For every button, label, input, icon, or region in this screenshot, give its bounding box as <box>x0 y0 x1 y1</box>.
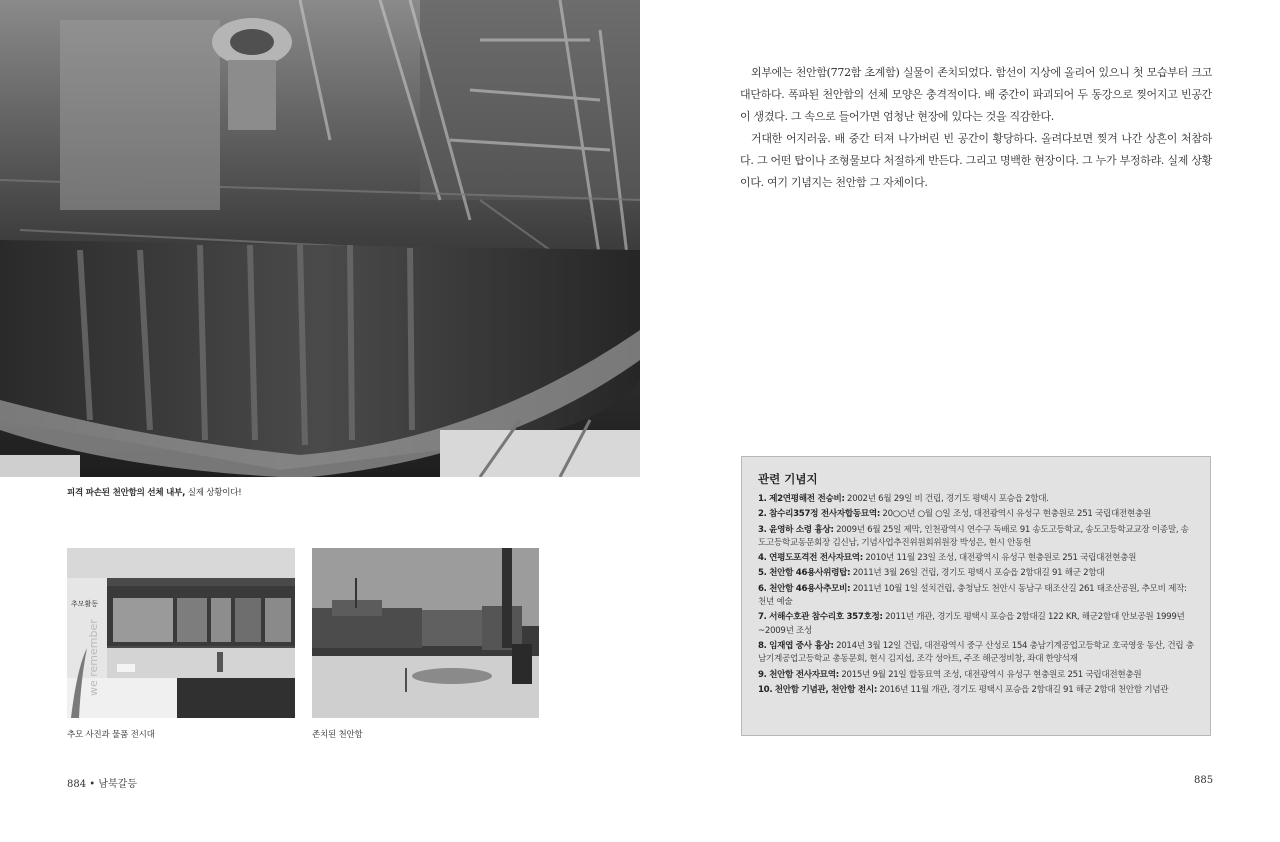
memorial-item: 1. 제2연평해전 전승비: 2002년 6월 29일 비 건립, 경기도 평택시 포승읍 2함대. <box>758 494 1049 504</box>
main-photo-caption-rest: 실제 상황이다! <box>185 488 242 498</box>
main-photo-caption <box>67 486 242 498</box>
exhibit-wall-text: we remember <box>87 619 100 696</box>
memorial-item: 6. 천안함 46용사추모비: 2011년 10월 1일 설치건립, 충청남도 천안시 동남구 태조산길 261 태조산공원, 추모비 제작: 천년 예술 <box>758 583 1187 608</box>
memorial-item: 10. 천안함 기념관, 천안함 전시: 2016년 11월 개관, 경기도 평택시 포승읍 2함대길 91 해군 2함대 천안함 기념관 <box>758 684 1169 695</box>
ship-photo-caption: 존치된 천안함 <box>312 730 363 740</box>
main-photo-caption-bold: 피격 파손된 천안함의 선체 내부, <box>67 488 186 498</box>
memorial-item: 4. 연평도포격전 전사자묘역: 2010년 11월 23일 조성, 대전광역시 유성구 현충원로 251 국립대전현충원 <box>758 553 1137 564</box>
preserved-ship-photo <box>312 548 539 718</box>
memorial-item: 9. 천안함 전사자묘역: 2015년 9월 21일 합동묘역 조성, 대전광역시 유성구 현충원로 251 국립대전현충원 <box>758 669 1142 680</box>
body-text <box>740 62 1212 194</box>
body-paragraph-1: 외부에는 천안함(772함 초계함) 실물이 존치되었다. 함선이 지상에 올리어 있으니 첫 모습부터 크고 대단하다. 폭파된 천안함의 선체 모양은 충격적이다. 배 중간이 파괴되어 두 동강으로 찢어지고 빈공간이 생겼다. 그 속으로 들어가면 엄청난 현장에 있다는 것을 직감한다. <box>740 66 1212 123</box>
body-paragraph-2: 거대한 어지러움. 배 중간 터져 나가버린 빈 공간이 황당하다. 올려다보면 찢겨 나간 상흔이 처참하다. 그 어떤 탑이나 조형물보다 처절하게 반든다. 그리고 명백한 현장이다. 그 누가 부정하랴. 실제 상황이다. 여기 기념지는 천안함 그 자체이다. <box>740 132 1212 189</box>
left-page-folio: 884 • 남북갈등 <box>67 779 137 790</box>
right-page-folio: 885 <box>1194 775 1214 786</box>
memorial-item: 2. 참수리357정 전사자합동묘역: 20○○년 ○월 ○일 조성, 대전광역시 유성구 현충원로 251 국립대전현충원 <box>758 509 1151 520</box>
memorial-box-title: 관련 기념지 <box>758 472 818 486</box>
exhibit-photo-caption: 추모 사진과 물품 전시대 <box>67 730 155 740</box>
memorial-item: 3. 윤영하 소령 흉상: 2009년 6월 25일 제막, 인천광역시 연수구 독배로 91 송도고등학교, 송도고등학교교장 이종말, 송도고등학교동문회장 김신남, 기념사업추진위원회위원장 박성은, 현시 안동헌 <box>758 524 1189 548</box>
exhibit-sign-text: 추모활동 <box>71 600 99 608</box>
related-memorials-box <box>741 456 1211 736</box>
memorial-item: 8. 임재엽 중사 흉상: 2014년 3월 12일 건립, 대전광역시 중구 산성로 154 충남기계공업고등학교 호국영웅 동산, 건립 충남기계공업고등학교 총동문회, 현시 김지섭, 조각 성아트, 주조 해군정비창, 좌대 한양석재 <box>758 640 1194 665</box>
ship-wreck-interior-photo <box>0 0 640 477</box>
memorial-exhibit-photo <box>67 548 295 718</box>
memorial-list <box>758 493 1194 697</box>
memorial-item: 7. 서해수호관 참수리호 357호정: 2011년 개관, 경기도 평택시 포승읍 2함대길 122 KR, 해군2함대 안보공원 1999년~2009년 조성 <box>758 612 1185 636</box>
memorial-item: 5. 천안함 46용사위령탑: 2011년 3월 26일 건립, 경기도 평택시 포승읍 2함대길 91 해군 2함대 <box>758 568 1105 579</box>
